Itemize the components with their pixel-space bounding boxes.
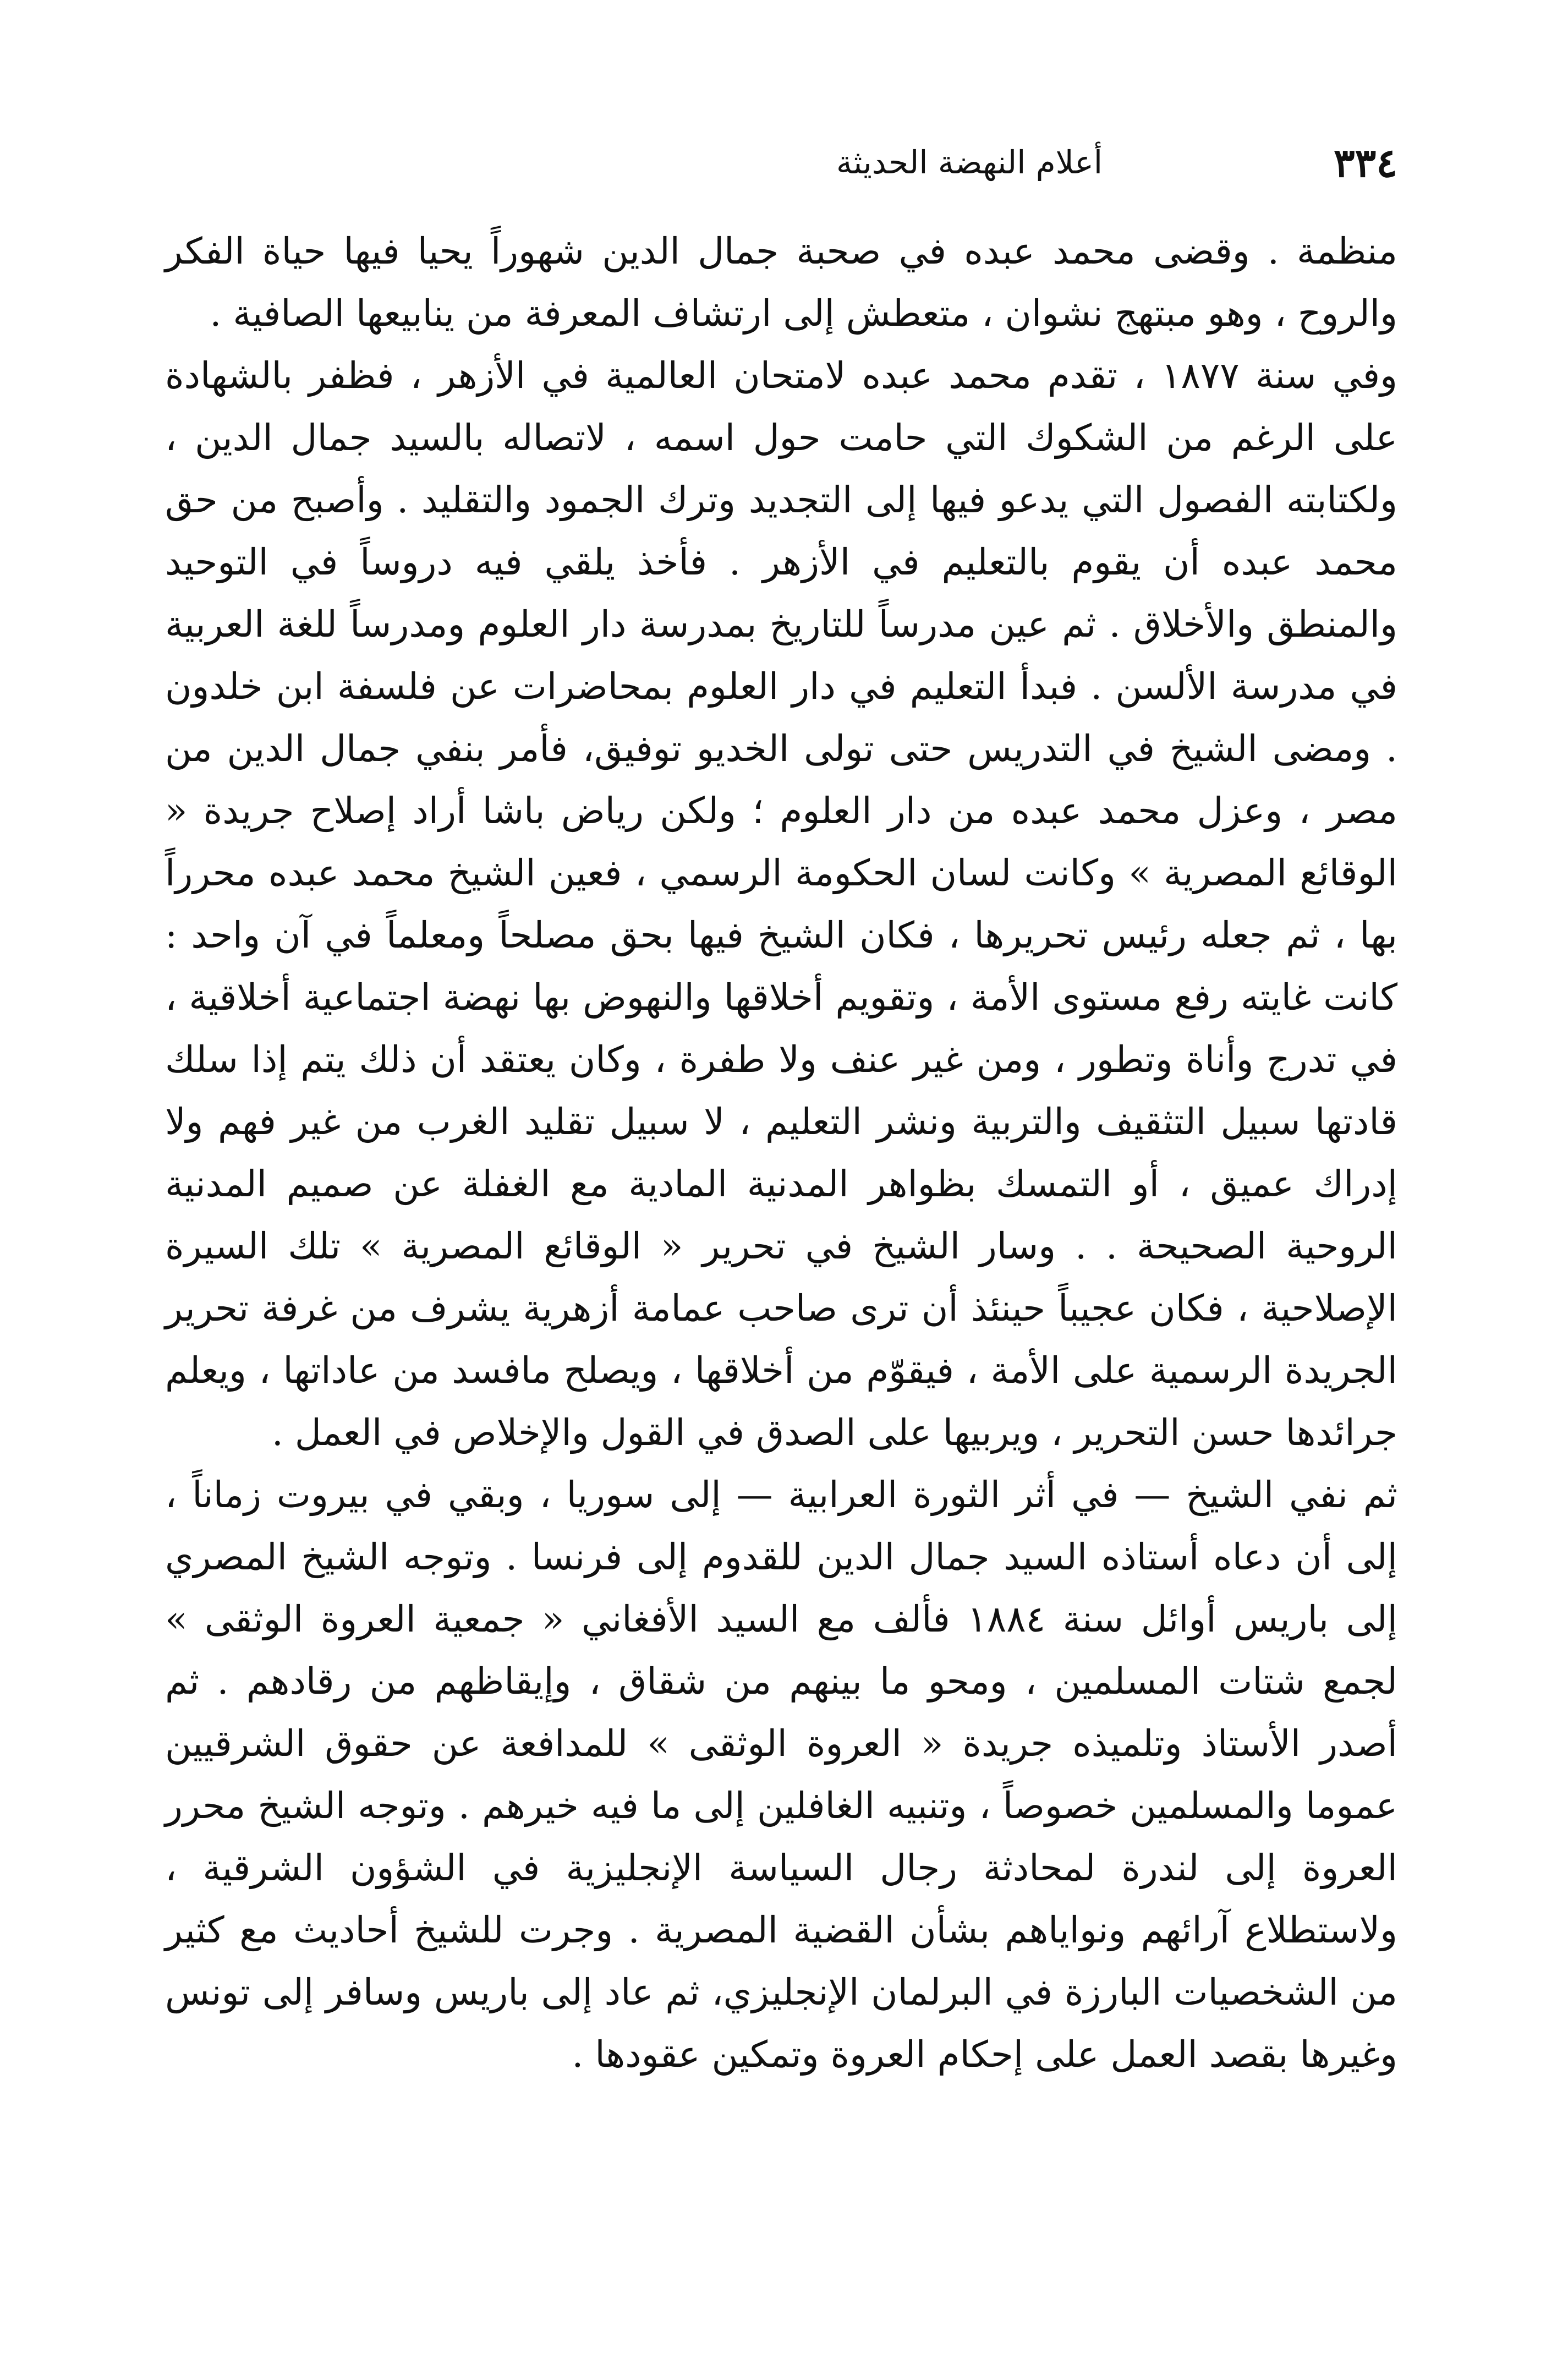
paragraph-1: منظمة . وقضى محمد عبده في صحبة جمال الدين شهوراً يحيا فيها حياة الفكر والروح ، وهو مبتهج نشوان ، متعطش إلى ارتشاف المعرفة من ينابيعها الصافية . — [165, 230, 1397, 335]
paragraph-3: ثم نفي الشيخ — في أثر الثورة العرابية — إلى سوريا ، وبقي في بيروت زماناً ، إلى أن دعاه أستاذه السيد جمال الدين للقدوم إلى فرنسا . وتوجه الشيخ المصري إلى باريس أوائل سنة ١٨٨٤ فألف مع السيد الأفغاني « جمعية العروة الوثقى » لجمع شتات المسلمين ، ومحو ما بينهم من شقاق ، وإيقاظهم من رقادهم . ثم أصدر الأستاذ وتلميذه جريدة « العروة الوثقى » للمدافعة عن حقوق الشرقيين عموما والمسلمين خصوصاً ، وتنبيه الغافلين إلى ما فيه خيرهم . وتوجه الشيخ محرر العروة إلى لندرة لمحادثة رجال السياسة الإنجليزية في الشؤون الشرقية ، ولاستطلاع آرائهم ونواياهم بشأن القضية المصرية . وجرت للشيخ أحاديث مع كثير من الشخصيات البارزة في البرلمان الإنجليزي، ثم عاد إلى باريس وسافر إلى تونس وغيرها بقصد العمل على إحكام العروة وتمكين عقودها . — [165, 1474, 1397, 2076]
body-text — [165, 220, 1397, 2086]
paragraph-2: وفي سنة ١٨٧٧ ، تقدم محمد عبده لامتحان العالمية في الأزهر ، فظفر بالشهادة على الرغم من الشكوك التي حامت حول اسمه ، لاتصاله بالسيد جمال الدين ، ولكتابته الفصول التي يدعو فيها إلى التجديد وترك الجمود والتقليد . وأصبح من حق محمد عبده أن يقوم بالتعليم في الأزهر . فأخذ يلقي فيه دروساً في التوحيد والمنطق والأخلاق . ثم عين مدرساً للتاريخ بمدرسة دار العلوم ومدرساً للغة العربية في مدرسة الألسن . فبدأ التعليم في دار العلوم بمحاضرات عن فلسفة ابن خلدون . ومضى الشيخ في التدريس حتى تولى الخديو توفيق، فأمر بنفي جمال الدين من مصر ، وعزل محمد عبده من دار العلوم ؛ ولكن رياض باشا أراد إصلاح جريدة « الوقائع المصرية » وكانت لسان الحكومة الرسمي ، فعين الشيخ محمد عبده محرراً بها ، ثم جعله رئيس تحريرها ، فكان الشيخ فيها بحق مصلحاً ومعلماً في آن واحد : كانت غايته رفع مستوى الأمة ، وتقويم أخلاقها والنهوض بها نهضة اجتماعية أخلاقية ، في تدرج وأناة وتطور ، ومن غير عنف ولا طفرة ، وكان يعتقد أن ذلك يتم إذا سلك قادتها سبيل التثقيف والتربية ونشر التعليم ، لا سبيل تقليد الغرب من غير فهم ولا إدراك عميق ، أو التمسك بظواهر المدنية المادية مع الغفلة عن صميم المدنية الروحية الصحيحة . . وسار الشيخ في تحرير « الوقائع المصرية » تلك السيرة الإصلاحية ، فكان عجيباً حينئذ أن ترى صاحب عمامة أزهرية يشرف من غرفة تحرير الجريدة الرسمية على الأمة ، فيقوّم من أخلاقها ، ويصلح مافسد من عاداتها ، ويعلم جرائدها حسن التحرير ، ويربيها على الصدق في القول والإخلاص في العمل . — [165, 354, 1398, 1454]
running-head — [165, 132, 1397, 193]
running-title: أعلام النهضة الحديثة — [836, 144, 1103, 181]
page-number: ٣٣٤ — [1333, 139, 1397, 186]
